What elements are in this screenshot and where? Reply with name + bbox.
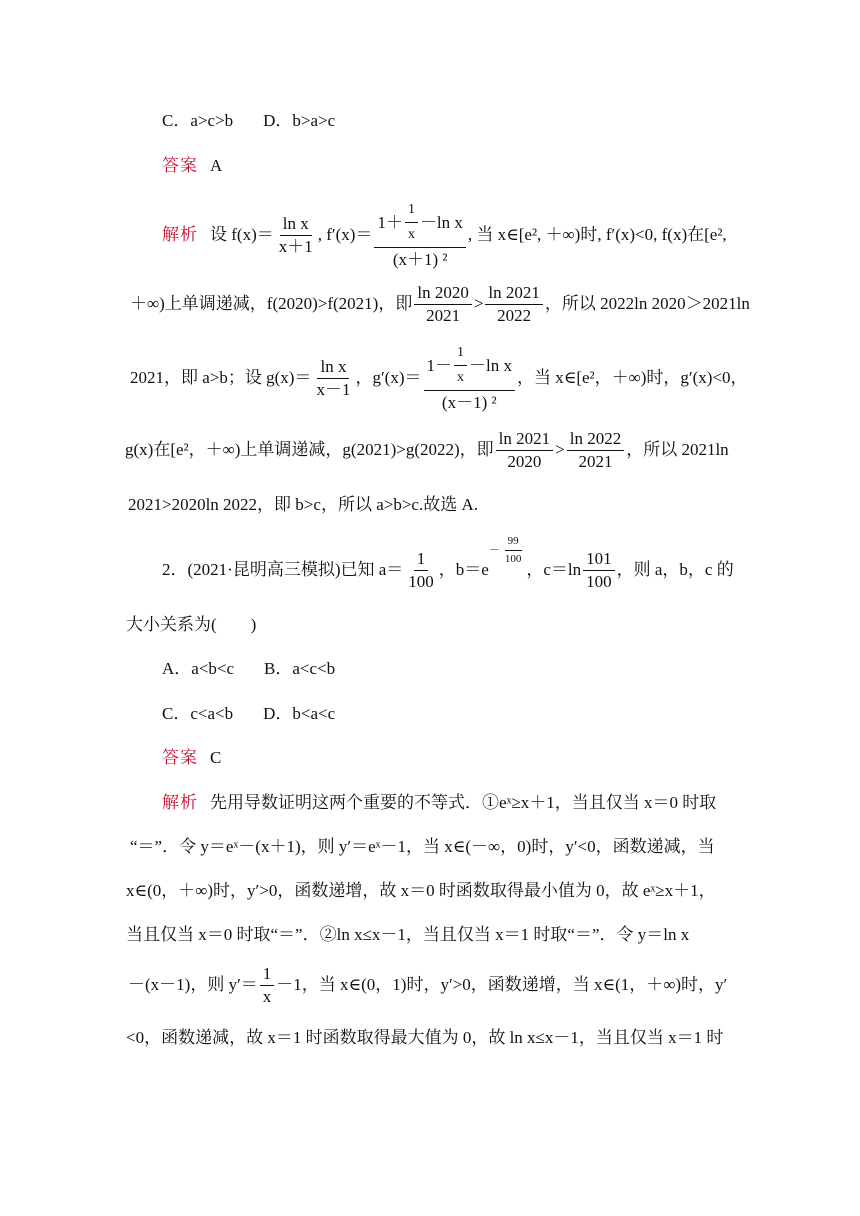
numerator: ln x	[280, 215, 312, 236]
analysis2-line3	[126, 880, 716, 902]
text: ，当 x∈[e²，＋∞)时，g′(x)<0，	[517, 368, 748, 387]
exponent-fraction	[502, 535, 525, 566]
answer-value: C	[210, 748, 222, 767]
text: g(x)在[e²，＋∞)上单调递减，g(2021)>g(2022)，即	[125, 440, 494, 459]
text: ，c＝ln	[526, 560, 582, 579]
text: “＝”．令 y＝eˣ－(x＋1)，则 y′＝eˣ－1，当 x∈(－∞，0)时，y′<0，函数递减，当	[130, 837, 715, 856]
inner-fraction	[405, 200, 418, 245]
denominator: (x－1) ²	[441, 393, 497, 412]
denominator: x－1	[316, 379, 351, 399]
fraction	[374, 200, 465, 270]
denominator: 100	[586, 571, 612, 591]
analysis1-line2	[130, 282, 750, 326]
denominator: (x＋1) ²	[392, 250, 448, 269]
text: >	[473, 294, 484, 313]
fraction	[414, 284, 471, 325]
choice-c: C．a>c>b	[162, 111, 234, 130]
text: －(x－1)，则 y′＝	[128, 975, 258, 994]
choice-d: D．b<a<c	[263, 704, 336, 723]
fraction	[496, 430, 553, 471]
denominator: 2021	[426, 305, 461, 325]
text: ，则 a，b，c 的	[616, 560, 734, 579]
analysis-label: 解析	[162, 225, 198, 244]
denominator: x	[407, 227, 415, 242]
text: ＋∞)上单调递减，f(2020)>f(2021)，即	[130, 294, 413, 313]
fraction	[276, 215, 316, 256]
text: ，b＝e	[438, 560, 489, 579]
choice-c: C．c<a<b	[162, 704, 234, 723]
inner-fraction	[454, 343, 467, 388]
text: , f′(x)＝	[317, 225, 373, 244]
analysis1-line4	[125, 428, 729, 472]
analysis2-line2	[130, 836, 715, 858]
choice-d: D．b>a>c	[263, 111, 336, 130]
fraction	[567, 430, 624, 471]
fraction	[260, 965, 275, 1006]
analysis2-line4	[126, 924, 689, 946]
analysis2-line5	[128, 962, 727, 1008]
analysis2-line6	[126, 1027, 723, 1049]
analysis1-line5	[128, 494, 478, 516]
numerator: ln 2020	[414, 284, 471, 305]
numerator: 1	[414, 550, 429, 571]
answer-label: 答案	[162, 156, 198, 175]
choice-a: A．a<b<c	[162, 659, 235, 678]
text: －ln x	[469, 355, 512, 375]
text: 1－	[426, 355, 453, 375]
numerator	[424, 343, 515, 391]
denominator: 100	[504, 552, 522, 565]
text: 先用导数证明这两个重要的不等式．①eˣ≥x＋1，当且仅当 x＝0 时取	[210, 793, 717, 812]
text: >	[555, 440, 565, 459]
analysis1-line1	[162, 200, 727, 270]
text: 大小关系为( )	[126, 615, 257, 634]
text: 1＋	[377, 212, 403, 232]
answer-row	[162, 155, 222, 177]
text: ，g′(x)＝	[355, 368, 422, 387]
numerator: ln 2022	[567, 430, 624, 451]
answer-value: A	[210, 156, 223, 175]
denominator: x	[457, 370, 465, 385]
numerator	[374, 200, 465, 248]
fraction	[424, 343, 515, 413]
text: 2．(2021·昆明高三模拟)已知 a＝	[162, 560, 404, 579]
question2-line2	[126, 614, 256, 636]
question2-line1	[162, 534, 734, 598]
text: x∈(0，＋∞)时，y′>0，函数递增，故 x＝0 时函数取得最小值为 0，故 eˣ≥x＋1，	[126, 881, 716, 900]
fraction	[583, 550, 615, 591]
text: , 当 x∈[e², ＋∞)时, f′(x)<0, f(x)在[e²,	[467, 225, 727, 244]
numerator: 99	[505, 535, 522, 551]
fraction	[485, 284, 542, 325]
denominator: x＋1	[278, 236, 313, 256]
text: ，所以 2021ln	[626, 440, 729, 459]
analysis2-line1	[162, 792, 716, 814]
text: 当且仅当 x＝0 时取“＝”．②ln x≤x－1，当且仅当 x＝1 时取“＝”．令 y＝ln x	[126, 925, 690, 944]
denominator: 2020	[507, 451, 542, 471]
fraction	[313, 358, 353, 399]
answer-row	[162, 747, 221, 769]
analysis1-line3	[130, 342, 748, 414]
text: <0，函数递减，故 x＝1 时函数取得最大值为 0，故 ln x≤x－1，当且仅当 x＝1 时	[126, 1028, 724, 1047]
numerator: 101	[583, 550, 615, 571]
text: －ln x	[419, 212, 463, 232]
text: ，所以 2022ln 2020＞2021ln	[544, 294, 750, 313]
answer-label: 答案	[162, 748, 198, 767]
choice-row	[162, 703, 335, 725]
denominator: x	[262, 986, 272, 1006]
fraction	[405, 550, 437, 591]
numerator: ln x	[317, 358, 349, 379]
exponent	[489, 535, 527, 566]
text: －1，当 x∈(0，1)时，y′>0，函数递增，当 x∈(1，＋∞)时，y′	[276, 975, 728, 994]
numerator: 1	[405, 200, 418, 223]
numerator: 1	[454, 343, 467, 366]
denominator: 2021	[578, 451, 613, 471]
numerator: ln 2021	[496, 430, 553, 451]
text: 2021>2020ln 2022，即 b>c，所以 a>b>c.故选 A.	[128, 495, 478, 514]
analysis-label: 解析	[162, 793, 198, 812]
exponent-sign: －	[488, 544, 500, 556]
choice-row	[162, 658, 335, 680]
numerator: 1	[260, 965, 275, 986]
numerator: ln 2021	[485, 284, 542, 305]
denominator: 100	[408, 571, 434, 591]
choice-b: B．a<c<b	[264, 659, 336, 678]
choice-row	[162, 110, 335, 132]
denominator: 2022	[497, 305, 532, 325]
text: 设 f(x)＝	[210, 225, 274, 244]
text: 2021，即 a>b；设 g(x)＝	[130, 368, 312, 387]
